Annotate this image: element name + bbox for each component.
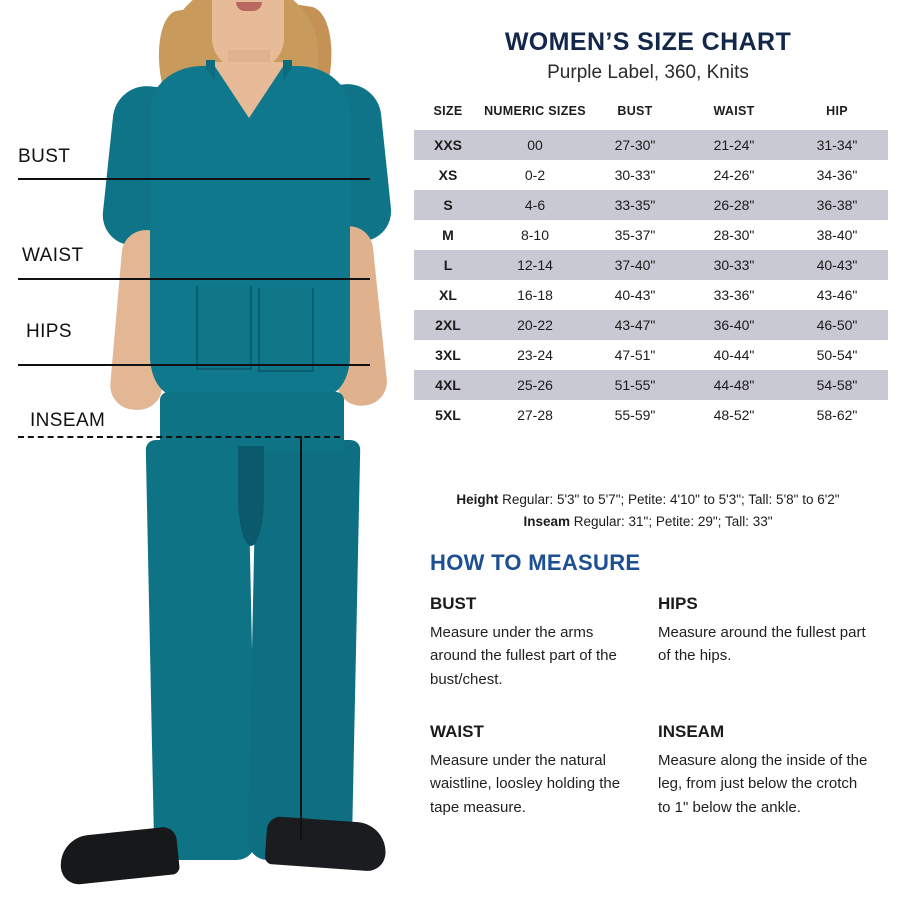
cell-bust: 33-35" <box>588 190 682 220</box>
cell-waist: 26-28" <box>682 190 786 220</box>
cell-size: 2XL <box>414 310 482 340</box>
cell-hip: 31-34" <box>786 130 888 160</box>
chart-pane <box>396 0 900 900</box>
cell-numeric: 4-6 <box>482 190 588 220</box>
cell-numeric: 20-22 <box>482 310 588 340</box>
cell-size: XL <box>439 287 457 303</box>
cell-numeric: 27-28 <box>517 407 553 423</box>
col-header-size: SIZE <box>433 104 463 118</box>
measure-block-inseam <box>658 722 868 819</box>
cell-numeric: 12-14 <box>482 250 588 280</box>
cell-waist: 24-26" <box>713 167 755 183</box>
cell-waist: 33-36" <box>713 287 755 303</box>
cell-numeric: 0-2 <box>524 167 546 183</box>
cell-waist: 28-30" <box>713 227 755 243</box>
cell-hip: 34-36" <box>816 167 858 183</box>
cell-numeric: 25-26 <box>482 370 588 400</box>
cell-bust: 27-30" <box>588 130 682 160</box>
cell-waist: 30-33" <box>682 250 786 280</box>
col-header-waist: WAIST <box>713 104 755 118</box>
measure-block-bust-text: Measure under the arms around the fullest part of the bust/chest. <box>430 624 617 688</box>
bust-label: BUST <box>18 146 71 167</box>
inseam-note <box>396 514 900 529</box>
cell-numeric: 23-24 <box>517 347 553 363</box>
cell-bust: 37-40" <box>588 250 682 280</box>
cell-hip: 43-46" <box>816 287 858 303</box>
table-row <box>414 160 888 190</box>
cell-waist: 48-52" <box>713 407 755 423</box>
cell-bust: 30-33" <box>614 167 656 183</box>
pant-crotch <box>238 446 264 546</box>
measure-block-waist-text: Measure under the natural waistline, loosley holding the tape measure. <box>430 752 621 816</box>
cell-size: 3XL <box>435 347 461 363</box>
table-row <box>414 190 888 220</box>
cell-hip: 38-40" <box>816 227 858 243</box>
table-row <box>414 310 888 340</box>
table-row <box>414 250 888 280</box>
inseam-vertical-line <box>300 436 302 840</box>
col-header-hip: HIP <box>826 104 848 118</box>
cell-waist: 44-48" <box>682 370 786 400</box>
height-note <box>396 492 900 507</box>
measure-block-bust <box>430 594 640 691</box>
measure-block-inseam-title: INSEAM <box>658 722 725 741</box>
measure-block-hips-title: HIPS <box>658 594 698 613</box>
cell-numeric: 16-18 <box>517 287 553 303</box>
pocket-left <box>196 286 252 370</box>
table-row <box>414 370 888 400</box>
cell-hip: 40-43" <box>786 250 888 280</box>
bust-measure-line <box>18 178 370 180</box>
pocket-right <box>258 288 314 372</box>
measure-block-waist-title: WAIST <box>430 722 484 741</box>
cell-waist: 36-40" <box>682 310 786 340</box>
cell-bust: 47-51" <box>614 347 656 363</box>
measure-block-hips <box>658 594 868 668</box>
measure-block-bust-title: BUST <box>430 594 477 613</box>
shoe-right <box>264 816 387 872</box>
model-illustration-pane <box>0 0 400 900</box>
inseam-note-value: Regular: 31"; Petite: 29"; Tall: 33" <box>573 514 773 529</box>
height-note-value: Regular: 5'3" to 5'7"; Petite: 4'10" to 5'3"; Tall: 5'8" to 6'2" <box>502 492 840 507</box>
shoe-left <box>58 826 180 886</box>
table-row <box>414 280 888 310</box>
size-chart-table <box>414 100 888 430</box>
cell-size: 4XL <box>414 370 482 400</box>
table-header-row <box>414 100 888 130</box>
cell-size: S <box>414 190 482 220</box>
cell-hip: 54-58" <box>786 370 888 400</box>
cell-size: L <box>414 250 482 280</box>
inseam-measure-line <box>18 436 340 438</box>
cell-hip: 36-38" <box>786 190 888 220</box>
cell-bust: 35-37" <box>614 227 656 243</box>
pant-waistband <box>160 392 344 452</box>
height-note-label: Height <box>456 492 499 507</box>
col-header-bust: BUST <box>617 104 653 118</box>
cell-waist: 40-44" <box>713 347 755 363</box>
page-title: WOMEN’S SIZE CHART <box>504 28 792 56</box>
measure-block-hips-text: Measure around the fullest part of the hips. <box>658 624 866 665</box>
cell-bust: 40-43" <box>614 287 656 303</box>
cell-hip: 50-54" <box>816 347 858 363</box>
hips-measure-line <box>18 364 370 366</box>
model-figure <box>0 0 400 900</box>
waist-measure-line <box>18 278 370 280</box>
cell-size: 5XL <box>435 407 461 423</box>
table-row <box>414 400 888 430</box>
cell-bust: 43-47" <box>588 310 682 340</box>
cell-bust: 51-55" <box>588 370 682 400</box>
cell-size: M <box>442 227 454 243</box>
cell-bust: 55-59" <box>614 407 656 423</box>
how-to-measure-title: HOW TO MEASURE <box>430 550 641 575</box>
measure-block-waist <box>430 722 640 819</box>
inseam-label: INSEAM <box>30 410 106 431</box>
measure-block-inseam-text: Measure along the inside of the leg, from just below the crotch to 1" below the ankle. <box>658 752 868 816</box>
inseam-note-label: Inseam <box>523 514 570 529</box>
cell-numeric: 00 <box>482 130 588 160</box>
table-row <box>414 340 888 370</box>
cell-size: XS <box>438 167 458 183</box>
table-row <box>414 220 888 250</box>
cell-hip: 46-50" <box>786 310 888 340</box>
hips-label: HIPS <box>26 321 72 342</box>
col-header-numeric-sizes: NUMERIC SIZES <box>484 104 586 118</box>
pant-leg-right <box>248 440 361 860</box>
waist-label: WAIST <box>22 245 84 266</box>
cell-size: XXS <box>414 130 482 160</box>
cell-numeric: 8-10 <box>520 227 550 243</box>
table-body <box>414 130 888 430</box>
cell-waist: 21-24" <box>682 130 786 160</box>
page-subtitle: Purple Label, 360, Knits <box>547 62 749 83</box>
table-row <box>414 130 888 160</box>
cell-hip: 58-62" <box>816 407 858 423</box>
